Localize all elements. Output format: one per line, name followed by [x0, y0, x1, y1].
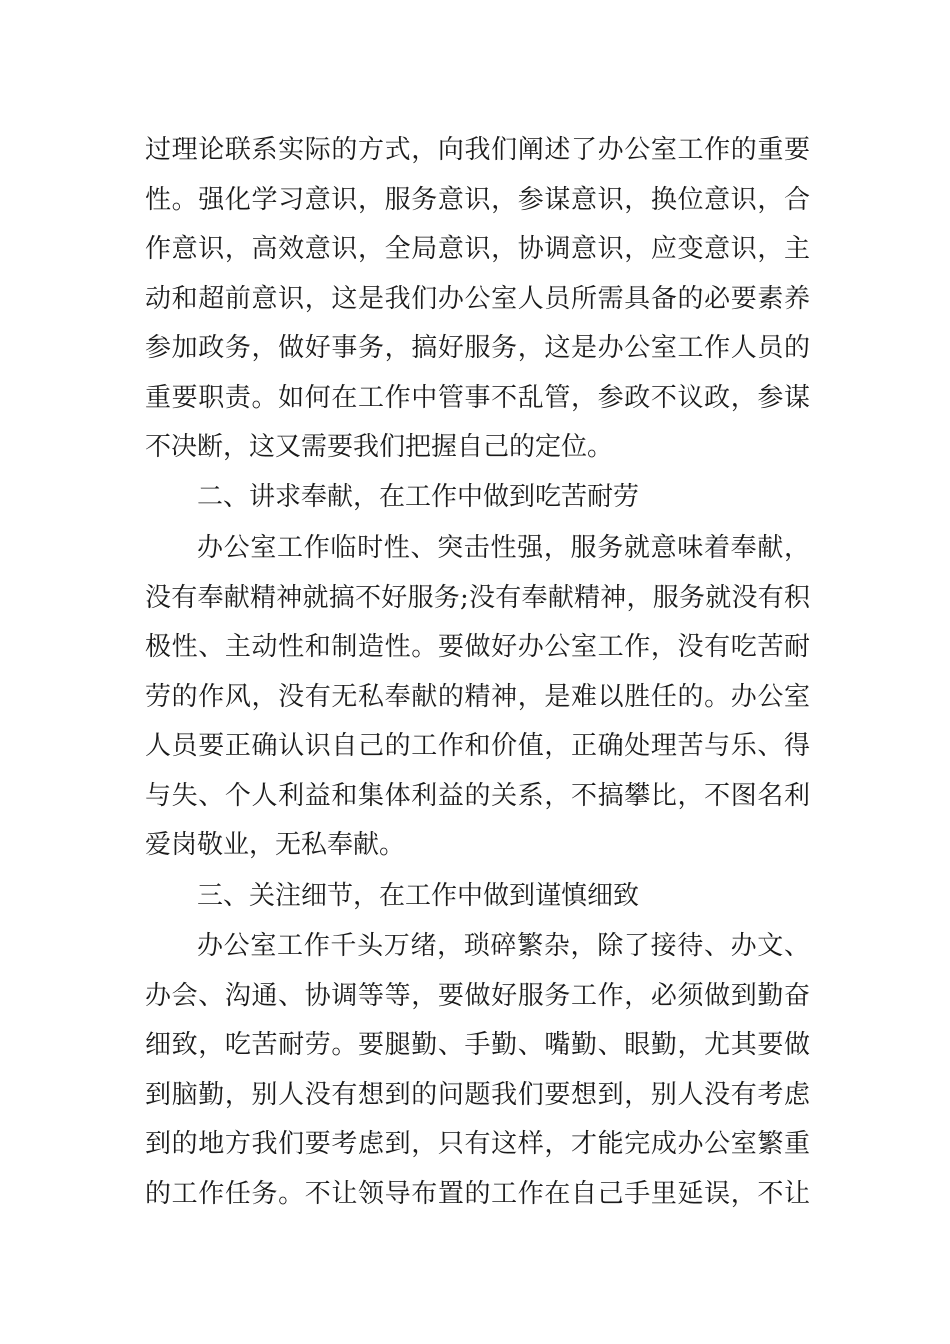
text-line: 重要职责。如何在工作中管事不乱管，参政不议政，参谋: [145, 383, 810, 413]
text-line: 爱岗敬业，无私奉献。: [145, 830, 406, 860]
section-heading: 二、讲求奉献，在工作中做到吃苦耐劳: [197, 482, 640, 512]
text-line: 性。强化学习意识，服务意识，参谋意识，换位意识，合: [145, 185, 810, 215]
text-line: 细致，吃苦耐劳。要腿勤、手勤、嘴勤、眼勤，尤其要做: [145, 1030, 810, 1060]
text-line: 没有奉献精神就搞不好服务;没有奉献精神，服务就没有积: [145, 583, 810, 613]
text-line: 不决断，这又需要我们把握自己的定位。: [145, 432, 614, 462]
text-line: 与失、个人利益和集体利益的关系，不搞攀比，不图名利: [145, 781, 810, 811]
text-line: 极性、主动性和制造性。要做好办公室工作，没有吃苦耐: [145, 632, 810, 662]
text-line: 过理论联系实际的方式，向我们阐述了办公室工作的重要: [145, 135, 810, 165]
text-line: 办会、沟通、协调等等，要做好服务工作，必须做到勤奋: [145, 981, 810, 1011]
text-line: 作意识，高效意识，全局意识，协调意识，应变意识，主: [145, 234, 810, 264]
text-line: 办公室工作千头万绪，琐碎繁杂，除了接待、办文、: [197, 931, 810, 961]
text-line: 参加政务，做好事务，搞好服务，这是办公室工作人员的: [145, 333, 810, 363]
text-line: 动和超前意识，这是我们办公室人员所需具备的必要素养: [145, 284, 810, 314]
text-line: 到的地方我们要考虑到，只有这样，才能完成办公室繁重: [145, 1129, 810, 1159]
text-line: 到脑勤，别人没有想到的问题我们要想到，别人没有考虑: [145, 1080, 810, 1110]
text-line: 劳的作风，没有无私奉献的精神，是难以胜任的。办公室: [145, 682, 810, 712]
section-heading: 三、关注细节，在工作中做到谨慎细致: [197, 881, 640, 911]
text-line: 办公室工作临时性、突击性强，服务就意味着奉献，: [197, 533, 810, 563]
text-line: 的工作任务。不让领导布置的工作在自己手里延误，不让: [145, 1179, 810, 1209]
text-line: 人员要正确认识自己的工作和价值，正确处理苦与乐、得: [145, 731, 810, 761]
